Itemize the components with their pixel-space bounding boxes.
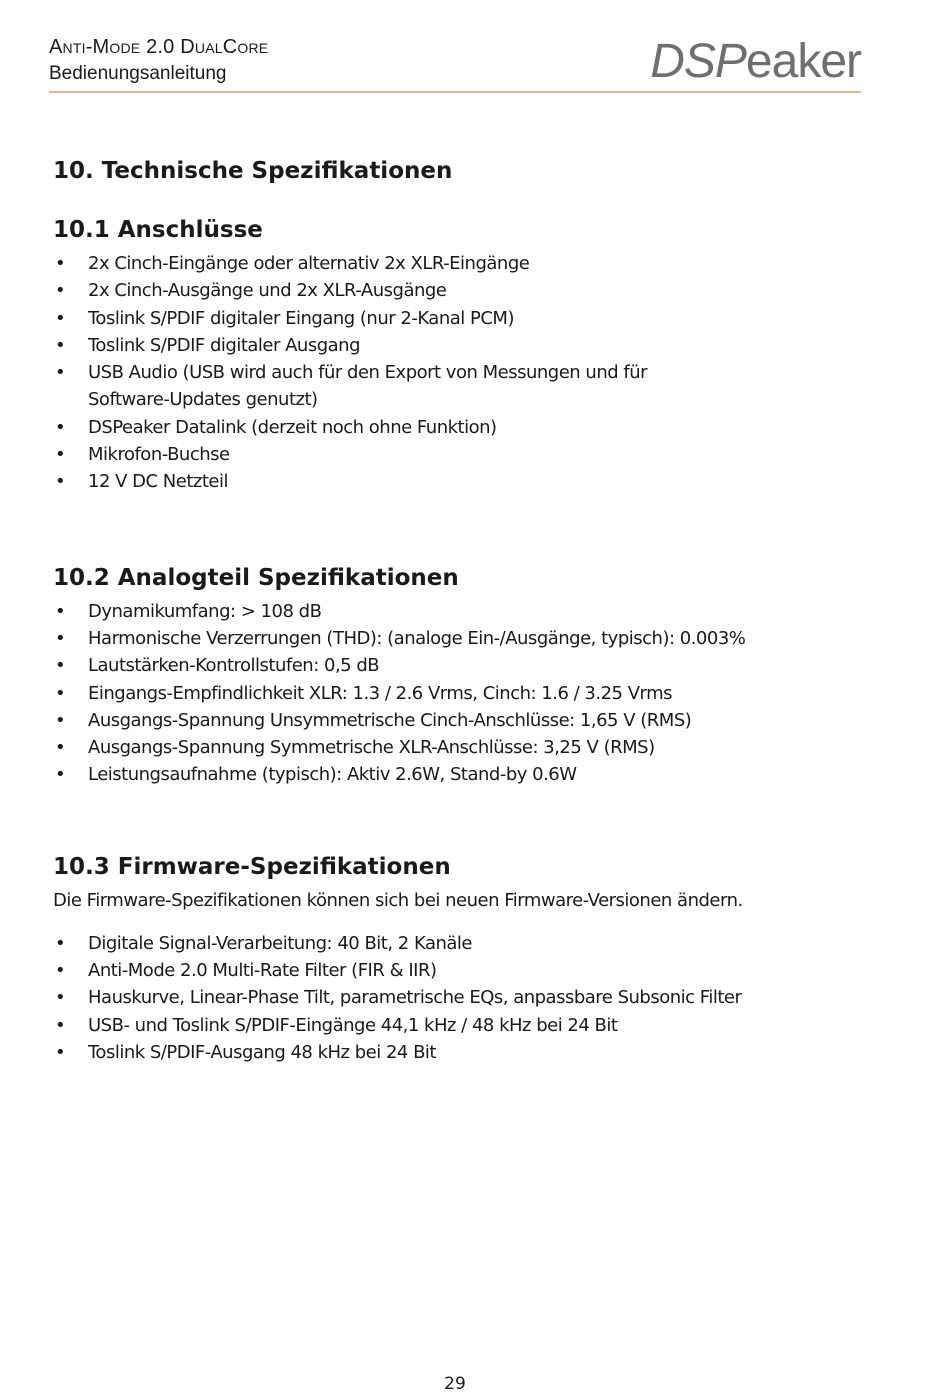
bullet-glyph: • (55, 682, 66, 704)
list-item-text: 2x Cinch-Ausgänge und 2x XLR-Ausgänge (88, 280, 447, 302)
list-item (53, 761, 853, 788)
list-item-text: Toslink S/PDIF digitaler Ausgang (88, 334, 360, 356)
list-item-text: Leistungsaufnahme (typisch): Aktiv 2.6W, Stand-by 0.6W (88, 764, 577, 786)
bullet-glyph: • (55, 932, 66, 954)
list-item-text: 2x Cinch-Eingänge oder alternativ 2x XLR-Eingänge (88, 253, 530, 274)
brand-logo-prefix: DSP (650, 35, 746, 88)
list-item-text: Lautstärken-Kontrollstufen: 0,5 dB (88, 655, 380, 677)
bullet-glyph: • (55, 444, 66, 466)
section-firmware (53, 847, 853, 1066)
list-item (53, 625, 853, 652)
list-item-text: Hauskurve, Linear-Phase Tilt, parametrische EQs, anpassbare Subsonic Filter (88, 987, 742, 1009)
bullet-glyph: • (55, 471, 66, 493)
list-item (53, 734, 853, 761)
bullet-glyph: • (55, 362, 66, 384)
list-item-text: Eingangs-Empfindlichkeit XLR: 1.3 / 2.6 Vrms, Cinch: 1.6 / 3.25 Vrms (88, 682, 673, 704)
list-item-text: Ausgangs-Spannung Unsymmetrische Cinch-Anschlüsse: 1,65 V (RMS) (88, 709, 692, 731)
page-header (49, 36, 861, 93)
bullet-list (53, 250, 853, 496)
list-item-text: USB Audio (USB wird auch für den Export von Messungen und für Software-Updates genutzt) (88, 362, 648, 411)
list-item (53, 441, 853, 468)
list-item-text: DSPeaker Datalink (derzeit noch ohne Funktion) (88, 416, 497, 438)
bullet-glyph: • (55, 1041, 66, 1063)
list-item (53, 468, 853, 495)
list-item-text: Mikrofon-Buchse (88, 444, 230, 466)
list-item (53, 598, 853, 625)
bullet-glyph: • (55, 960, 66, 982)
page-title: 10. Technische Spezifikationen (53, 158, 453, 184)
document-subtitle: Bedienungsanleitung (49, 63, 227, 84)
bullet-glyph: • (55, 709, 66, 731)
bullet-glyph: • (55, 334, 66, 356)
list-item (53, 707, 853, 734)
list-item-text: Dynamikumfang: > 108 dB (88, 600, 322, 622)
list-item (53, 984, 853, 1011)
list-item-text: Anti-Mode 2.0 Multi-Rate Filter (FIR & IIR) (88, 960, 437, 982)
page-content (53, 150, 853, 1066)
list-item (53, 250, 853, 277)
list-item (53, 359, 708, 414)
list-item (53, 277, 853, 304)
bullet-glyph: • (55, 737, 66, 759)
section-anschluesse (53, 210, 853, 496)
page-number: 29 (444, 1374, 466, 1394)
list-item-text: Digitale Signal-Verarbeitung: 40 Bit, 2 Kanäle (88, 932, 472, 954)
bullet-list (53, 930, 853, 1066)
bullet-glyph: • (55, 416, 66, 438)
list-item-text: Toslink S/PDIF-Ausgang 48 kHz bei 24 Bit (88, 1041, 436, 1063)
brand-logo (650, 35, 861, 88)
bullet-glyph: • (55, 764, 66, 786)
list-item (53, 332, 853, 359)
section-heading: 10.1 Anschlüsse (53, 217, 263, 243)
list-item (53, 930, 853, 957)
bullet-glyph: • (55, 280, 66, 302)
list-item (53, 680, 853, 707)
list-item-text: Ausgangs-Spannung Symmetrische XLR-Anschlüsse: 3,25 V (RMS) (88, 737, 655, 759)
bullet-glyph: • (55, 987, 66, 1009)
list-item-text: Harmonische Verzerrungen (THD): (analoge Ein-/Ausgänge, typisch): 0.003% (88, 627, 746, 649)
document-product-name: Anti-Mode 2.0 DualCore (49, 36, 269, 58)
section-heading: 10.2 Analogteil Spezifikationen (53, 564, 459, 591)
list-item (53, 1012, 853, 1039)
bullet-glyph: • (55, 655, 66, 677)
list-item (53, 414, 853, 441)
section-analogteil (53, 558, 853, 789)
brand-logo-suffix: eaker (745, 35, 861, 88)
bullet-list (53, 598, 853, 789)
bullet-glyph: • (55, 627, 66, 649)
bullet-glyph: • (55, 307, 66, 329)
bullet-glyph: • (55, 253, 66, 274)
list-item-text: Toslink S/PDIF digitaler Eingang (nur 2-Kanal PCM) (88, 307, 514, 329)
list-item (53, 1039, 853, 1066)
bullet-glyph: • (55, 600, 66, 622)
list-item (53, 305, 853, 332)
list-item-text: 12 V DC Netzteil (88, 471, 228, 493)
list-item (53, 957, 853, 984)
bullet-glyph: • (55, 1014, 66, 1036)
section-heading: 10.3 Firmware-Spezifikationen (53, 853, 451, 880)
list-item-text: USB- und Toslink S/PDIF-Eingänge 44,1 kHz / 48 kHz bei 24 Bit (88, 1014, 618, 1036)
section-intro: Die Firmware-Spezifikationen können sich bei neuen Firmware-Versionen ändern. (53, 889, 743, 911)
list-item (53, 652, 853, 679)
